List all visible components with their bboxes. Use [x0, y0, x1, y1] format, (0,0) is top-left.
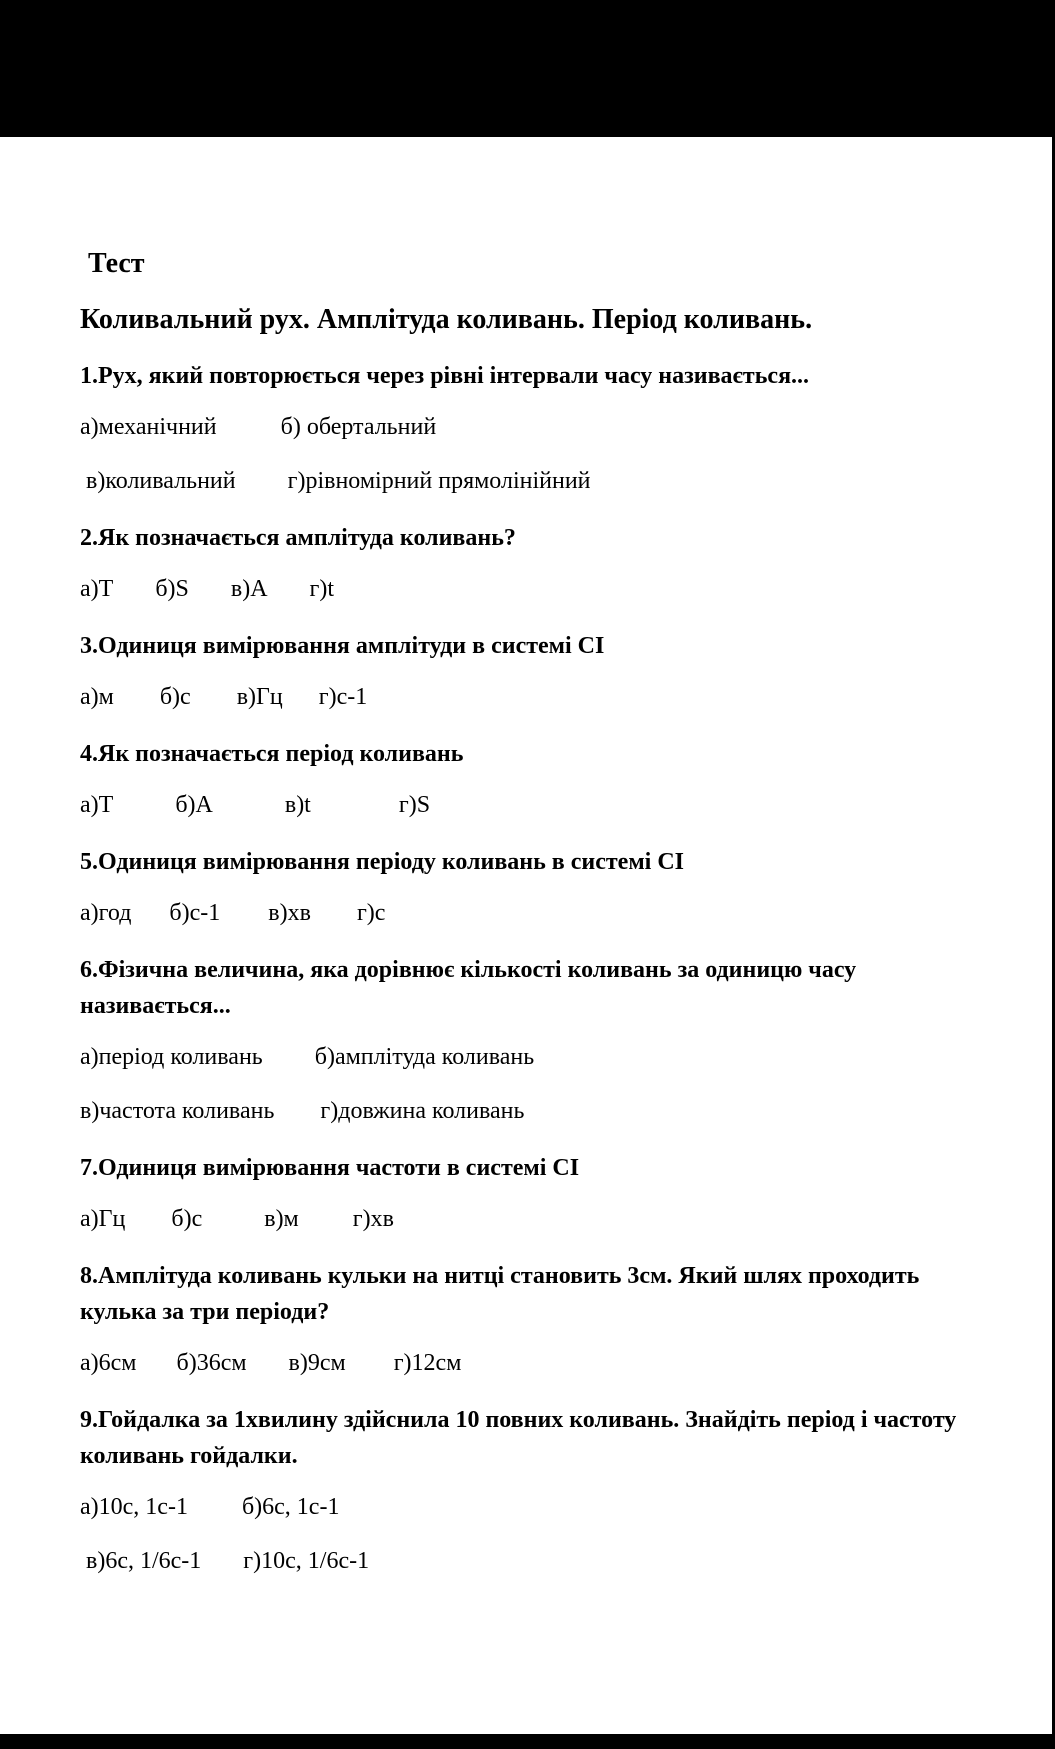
- answer-option: а)10с, 1с-1: [80, 1494, 188, 1520]
- question-text: 2.Як позначається амплітуда коливань?: [80, 525, 516, 551]
- document-content: [80, 248, 980, 1600]
- question-text: 3.Одиниця вимірювання амплітуди в системі СІ: [80, 633, 605, 659]
- answer-option: г)с: [356, 900, 386, 926]
- answer-option: б)амплітуда коливань: [314, 1044, 535, 1070]
- question-text: 8.Амплітуда коливань кульки на нитці становить 3см. Який шлях проходить кулька за три періоди?: [80, 1263, 920, 1325]
- answer-line: [80, 1546, 980, 1576]
- answer-option: г)12см: [393, 1350, 462, 1376]
- answer-line: [80, 1096, 980, 1126]
- document-heading: Тест: [88, 248, 145, 279]
- answer-line: [80, 790, 980, 820]
- question-text: 9.Гойдалка за 1хвилину здійснила 10 повних коливань. Знайдіть період і частоту коливань гойдалки.: [80, 1407, 957, 1469]
- question-text: 1.Рух, який повторюється через рівні інтервали часу називається...: [80, 363, 810, 389]
- answer-option: а)механічний: [80, 414, 217, 440]
- answer-option: в)Гц: [236, 684, 283, 710]
- answer-option: в)частота коливань: [80, 1098, 275, 1124]
- answer-option: а)Гц: [80, 1206, 126, 1232]
- answer-option: в)коливальний: [86, 468, 236, 494]
- answer-option: г)хв: [352, 1206, 394, 1232]
- answer-option: б) обертальний: [280, 414, 437, 440]
- answer-option: в)9см: [288, 1350, 346, 1376]
- question-list: [80, 358, 980, 1576]
- document-subheading: Коливальний рух. Амплітуда коливань. Період коливань.: [80, 304, 813, 335]
- answer-line: [80, 898, 980, 928]
- answer-option: б)с: [159, 684, 191, 710]
- answer-option: г)рівномірний прямолінійний: [287, 468, 591, 494]
- answer-option: а)T: [80, 576, 114, 602]
- answer-option: б)с-1: [169, 900, 221, 926]
- answer-option: б)36см: [176, 1350, 247, 1376]
- answer-option: а)м: [80, 684, 114, 710]
- answer-line: [80, 1204, 980, 1234]
- question-text: 4.Як позначається період коливань: [80, 741, 464, 767]
- answer-option: а)період коливань: [80, 1044, 263, 1070]
- answer-line: [80, 412, 980, 442]
- answer-line: [80, 1348, 980, 1378]
- answer-option: а)год: [80, 900, 132, 926]
- question-text: 7.Одиниця вимірювання частоти в системі СІ: [80, 1155, 580, 1181]
- answer-option: г)довжина коливань: [320, 1098, 525, 1124]
- answer-option: а)T: [80, 792, 114, 818]
- answer-option: б)A: [175, 792, 213, 818]
- answer-option: а)6см: [80, 1350, 137, 1376]
- answer-option: г)с-1: [318, 684, 368, 710]
- answer-line: [80, 466, 980, 496]
- answer-option: г)t: [309, 576, 335, 602]
- answer-option: б)с: [171, 1206, 203, 1232]
- answer-option: г)10с, 1/6с-1: [243, 1548, 370, 1574]
- answer-option: в)м: [264, 1206, 299, 1232]
- question-text: 5.Одиниця вимірювання періоду коливань в системі СІ: [80, 849, 685, 875]
- answer-line: [80, 1492, 980, 1522]
- answer-option: в)6с, 1/6с-1: [86, 1548, 202, 1574]
- answer-option: б)S: [155, 576, 189, 602]
- answer-option: в)хв: [268, 900, 311, 926]
- answer-option: в)t: [284, 792, 311, 818]
- answer-line: [80, 574, 980, 604]
- answer-option: в)A: [230, 576, 268, 602]
- answer-option: г)S: [398, 792, 431, 818]
- answer-option: б)6с, 1с-1: [241, 1494, 340, 1520]
- answer-line: [80, 682, 980, 712]
- question-text: 6.Фізична величина, яка дорівнює кількості коливань за одиницю часу називається...: [80, 957, 857, 1019]
- answer-line: [80, 1042, 980, 1072]
